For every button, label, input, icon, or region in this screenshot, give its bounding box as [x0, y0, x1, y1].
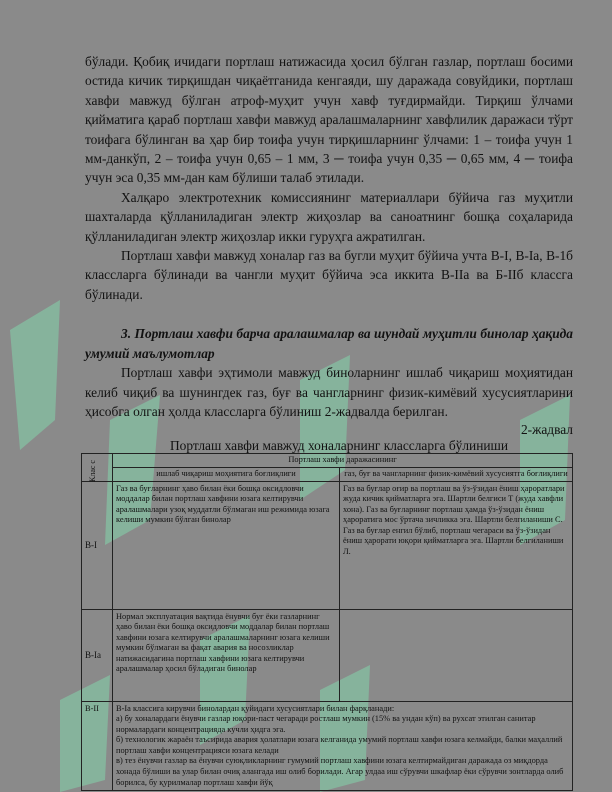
paragraph-2: Халқаро электротехник комиссиянинг материаллари бўйича газ муҳитли шахталарда қўлланиладиган электр жиҳозлар ва саноатнинг бошқа соҳаларида қўлланиладиган электр жиҳозлар икки гуруҳга ажратилган. [85, 189, 573, 244]
row-class: В-II [82, 701, 113, 791]
classification-table [81, 453, 573, 791]
section-title: 3. Портлаш хавфи барча аралашмалар ва шундай муҳитли бинолар ҳақида умумий маълумотлар [85, 326, 573, 361]
header-col2: газ, буғ ва чангларнинг физик-кимёвий хусусиятга боғлиқлиги [340, 467, 573, 481]
header-class: Клас с [82, 454, 113, 481]
header-group: Портлаш хавфи даражасининг [113, 454, 573, 468]
row-class: В-I [82, 481, 113, 609]
paragraph-1: бўлади. Қобиқ ичидаги портлаш натижасида ҳосил бўлган газлар, портлаш босими остида кичик тирқишдан чиқаётганида кенгаяди, шу даражада совуйдики, портлаш хавфи мавжуд бўлган атроф-муҳит учун хавф туғдирмайди. Тирқиш ўлчами қийматига қараб портлаш хавфи мавжуд аралашмаларнинг хавфлилик даражаси тўрт тоифага бўлинган ва ҳар бир тоифа учун тирқишларнинг ўлчами: 1 – тоифа учун 1 мм-данкўп, 2 – тоифа учун 0,65 – 1 мм, 3 ─ тоифа учун 0,35 ─ 0,65 мм, 4 ─ тоифа учун эса 0,35 мм-дан кам бўлиши талаб этилади. [85, 54, 573, 186]
paragraph-3: Портлаш хавфи мавжуд хоналар газ ва бугли муҳит бўйича учта В-I, В-Iа, В-1б классларга бўлинади ва чангли муҳит бўйича эса иккита В-IIа ва Б-IIб классга бўлинади. [85, 248, 573, 302]
row-line: В-Iа классига кирувчи бинолардан қуйидаги хусусиятлари билан фарқланади: [116, 703, 395, 713]
header-col1: ишлаб чиқариш моҳиятига боғлиқлиги [113, 467, 340, 481]
row-full [113, 701, 573, 791]
table-row [82, 481, 573, 609]
table-row [82, 701, 573, 791]
table-number: 2-жадвал [520, 422, 573, 438]
row-line: б) технологик жараён таъсирида авария ҳолатлари юзага келганида умумий портлаш хавфи юзага келмайди, балки маҳаллий портлаш хавфи концентрацияси юзага келади [116, 735, 563, 755]
document-page [85, 52, 573, 791]
section-body: Портлаш хавфи эҳтимоли мавжуд биноларнинг ишлаб чиқариш моҳиятидан келиб чиқиб ва шунингдек газ, буғ ва чангларнинг физик-кимёвий хусусиятларини ҳисобга олган ҳолда классларга бўлиниш 2-жадвалда берилган. [85, 365, 573, 419]
table-header-row [82, 454, 573, 468]
table-subheader-row [82, 467, 573, 481]
row-col1: Нормал эксплуатация вақтида ёнувчи буғ ёки газларнинг ҳаво билан ёки бошқа оксидловчи моддалар билан портлаш хавфини юзага келтирувчи аралашмаларнинг юзага келиши мумкин бўлмаган ва фақат авария ва носозликлар натижасидагина портлаш хавфини юзага келтирувчи аралашмалар ҳосил бўладиган бинолар [113, 609, 340, 701]
row-line: а) бу хоналардаги ёнувчи газлар юқори-паст чегаради ростлаш мумкин (15% ва ундан кўп) ва рухсат этилган санитар нормалардаги концентрацияда кучли ҳидга эга. [116, 714, 536, 734]
table-row [82, 609, 573, 701]
row-col2: Газ ва буғлар оғир ва портлаш ва ўз-ўзидан ёниш ҳароратлари жуда кичик қийматларга эга. Шартли белгиси Т (жуда хавфли хона). Газ ва буғларнинг портлаш ҳамда ўз-ўзидан ёниш ҳароратига мос ўртача зичликка эга. Шартли белгиланиши С. Газ ва буғлар енгил бўлиб, портлаш чегараси ва ўз-ўзидан ёниш ҳарорати юқори қийматларга эга. Шартли белгиланиши Л. [340, 481, 573, 609]
row-line: в) тез ёнувчи газлар ва ёнувчи суюқликларнинг гумумий портлаш хавфини юзага келтирмайдиган даражада оз миқдорда хонада бўлиши ва улар билан очиқ алангада иш олиб борилади. Агар улдаа иш сўрувчи шкафлар ёки сўрувчи зонтларда олиб борилса, бу қурилмалар портлаш хавфи йўқ [116, 756, 564, 787]
row-col2 [340, 609, 573, 701]
row-col1: Газ ва буғларнинг ҳаво билан ёки бошқа оксидловчи моддалар билан портлаш хавфини юзага келтирувчи аралашмалари узоқ муддатли бўлмаган иш режимида юзага келиши мумкин бўлган бинолар [113, 481, 340, 609]
table-caption: Портлаш хавфи мавжуд хоналарнинг классларга бўлиниши [169, 438, 509, 454]
row-class: В-Iа [82, 609, 113, 701]
